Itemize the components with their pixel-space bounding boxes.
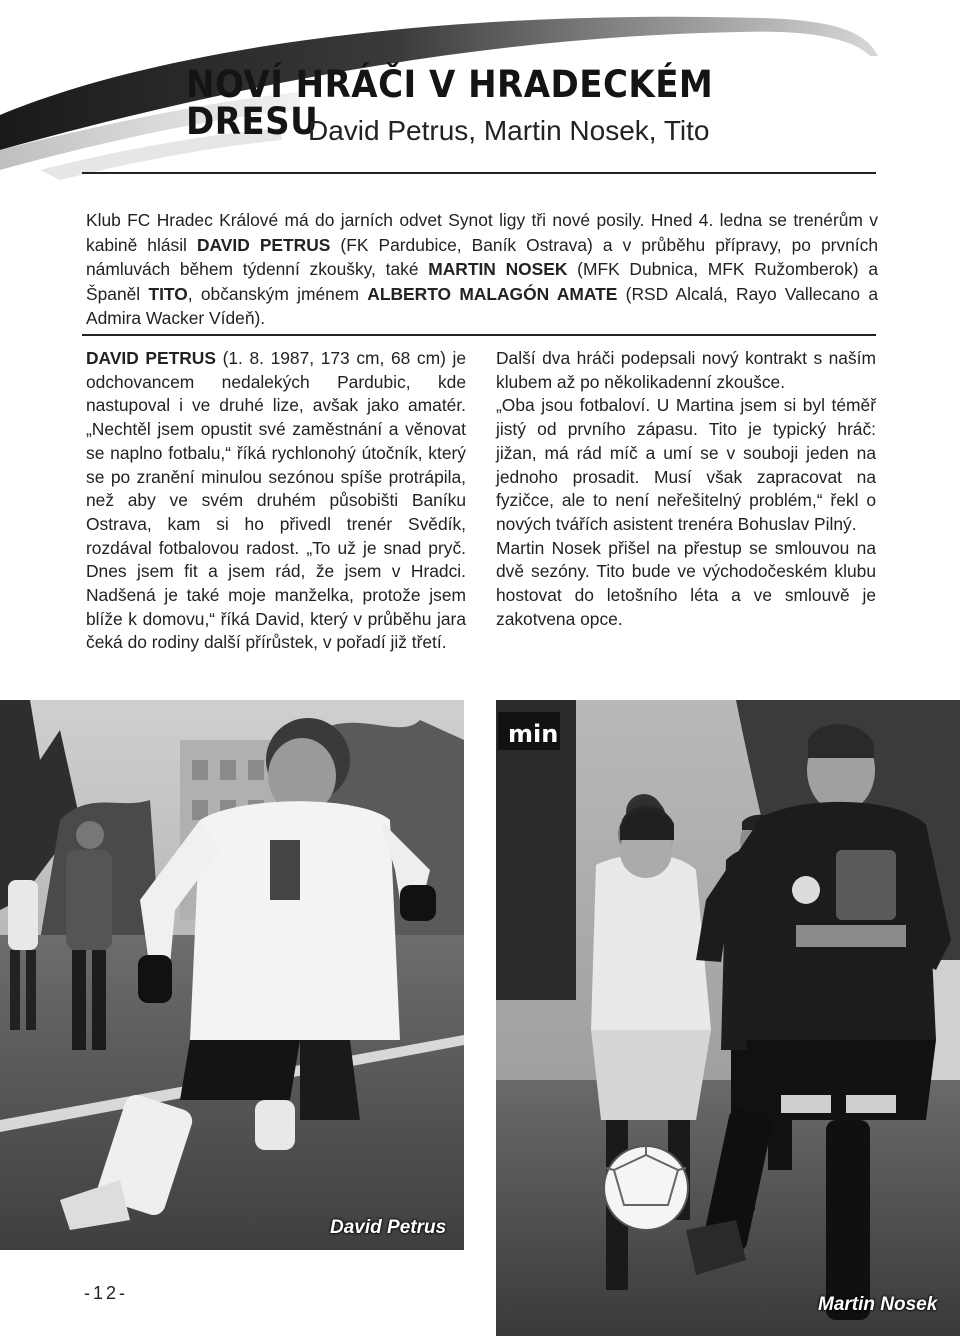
photo-caption-nosek: Martin Nosek bbox=[818, 1294, 938, 1315]
photo-david-petrus bbox=[0, 700, 464, 1250]
page-subtitle: David Petrus, Martin Nosek, Tito bbox=[308, 115, 710, 146]
photo-martin-nosek bbox=[496, 700, 960, 1336]
section-divider bbox=[82, 334, 876, 336]
right-paragraph-2: „Oba jsou fotbaloví. U Martina jsem si byl téměř jistý od prvního zápasu. Tito je typický hráč: jižan, má rád míč a umí se v souboji jeden na jednoho prosadit. Musí však zapracovat na fyzičce, ale to není neřešitelný problém,“ řekl o nových tvářích asistent trenéra Bohuslav Pilný. bbox=[496, 395, 876, 534]
article-column-right bbox=[496, 347, 876, 631]
photo-caption-petrus: David Petrus bbox=[330, 1217, 447, 1238]
article-column-left bbox=[86, 347, 466, 655]
sign-label: min bbox=[508, 720, 559, 748]
page-number: -12- bbox=[84, 1283, 129, 1303]
petrus-paragraph: DAVID PETRUS (1. 8. 1987, 173 cm, 68 cm) je odchovancem nedalekých Pardubic, kde nastupoval i ve druhé lize, avšak jako amatér. „Nechtěl jsem opustit své zaměstnání a věnovat se naplno fotbalu,“ říká rychlonohý útočník, který se po zranění minulou sezónou spíše protrápila, než aby ve svém druhém působišti Baníku Ostrava, kam si ho přivedl trenér Svědík, rozdával fotbalovou radost. „To už je snad pryč. Dnes jsem fit a jsem rád, že jsem v Hradci. Nadšená je také moje manželka, protože jsem blíže k domovu,“ říká David, který v průběhu jara čeká do rodiny další přírůstek, v pořadí již třetí. bbox=[86, 348, 467, 653]
player-name-heading: DAVID PETRUS bbox=[86, 348, 216, 368]
right-paragraph-1: Další dva hráči podepsali nový kontrakt s naším klubem až po několikadenní zkoušce. bbox=[496, 348, 876, 392]
page-title: NOVÍ HRÁČI V HRADECKÉM DRESU bbox=[186, 63, 714, 143]
header-divider bbox=[82, 172, 876, 174]
intro-paragraph: Klub FC Hradec Králové má do jarních odvet Synot ligy tři nové posily. Hned 4. ledna se trenérům v kabině hlásil DAVID PETRUS (FK Pardubice, Baník Ostrava) a v průběhu přípravy, po prvních námluvách během týdenní zkoušky, také MARTIN NOSEK (MFK Dubnica, MFK Ružomberok) a Španěl TITO, občanským jménem ALBERTO MALAGÓN AMATE (RSD Alcalá, Rayo Vallecano a Admira Wacker Vídeň). bbox=[86, 210, 879, 329]
right-paragraph-3: Martin Nosek přišel na přestup se smlouvou na dvě sezóny. Tito bude ve východočeském klubu hostovat do letošního léta a ve smlouvě je zakotvena opce. bbox=[496, 537, 876, 629]
football-ball bbox=[604, 1146, 688, 1230]
